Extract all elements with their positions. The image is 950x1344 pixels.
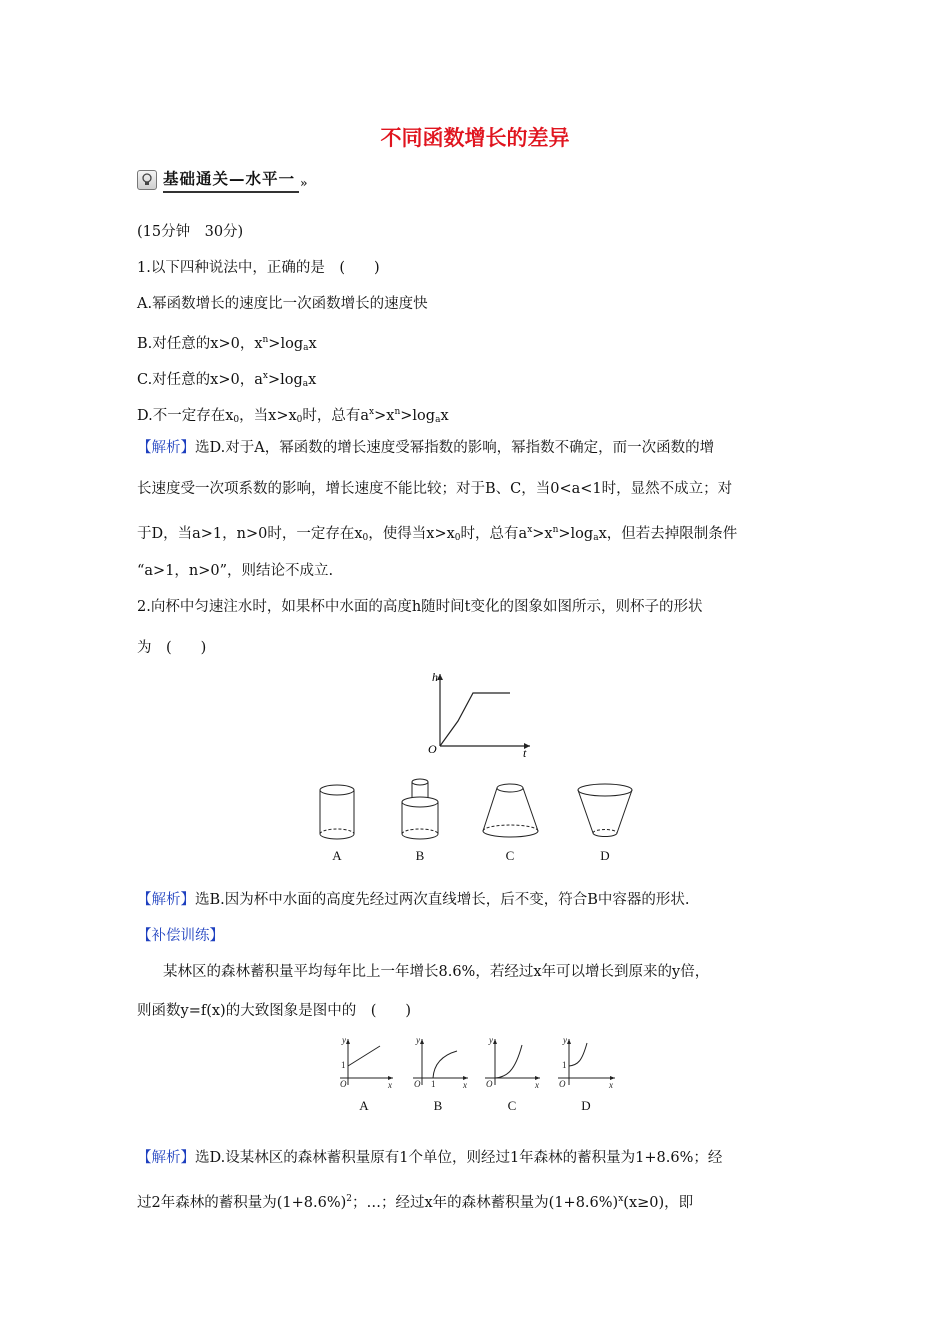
graph-label-c: C — [507, 1098, 517, 1113]
q1-analysis-line4: “a>1，n>0”，则结论不成立. — [137, 563, 334, 579]
svg-text:y: y — [489, 1035, 493, 1045]
q1-option-d: D.不一定存在$x_0$，当$x>x_0$时，总有$a^x>x^n>\log_ax$ — [137, 407, 449, 425]
cup-a-cylinder — [320, 785, 354, 839]
lightbulb-icon — [137, 170, 157, 190]
svg-text:1: 1 — [562, 1060, 567, 1070]
svg-text:x: x — [535, 1080, 539, 1090]
svg-text:O: O — [340, 1079, 347, 1089]
cup-c-frustum — [483, 784, 538, 837]
q2-analysis: 【解析】选B.因为杯中水面的高度先经过两次直线增长，后不变，符合B中容器的形状. — [137, 892, 690, 908]
q2-stem-line2: 为 ( ) — [137, 640, 207, 656]
extra-analysis-line1: 【解析】选D.设某林区的森林蓄积量原有1个单位，则经过1年森林的蓄积量为1+8.6%；经 — [137, 1150, 723, 1166]
graph-label-d: D — [581, 1098, 591, 1113]
extra-analysis-line2: 过2年森林的蓄积量为$(1+8.6\%)^2$；…；经过x年的森林蓄积量为$(1+8.6\%)^x(x\ge 0)$，即 — [137, 1194, 694, 1211]
svg-text:x: x — [609, 1080, 613, 1090]
page-title: 不同函数增长的差异 — [380, 126, 570, 150]
graph-b — [413, 1035, 468, 1090]
analysis-tag: 【解析】 — [137, 440, 195, 456]
svg-text:x: x — [388, 1080, 392, 1090]
graph-x-label: t — [523, 746, 527, 758]
extra-stem-line2: 则函数y=f(x)的大致图象是图中的 ( ) — [137, 1003, 412, 1019]
svg-text:O: O — [414, 1079, 421, 1089]
time-note: (15分钟 30分) — [137, 224, 244, 240]
q1-option-b: B.对任意的x>0，$x^n>\log_ax$ — [137, 335, 317, 353]
q2-stem-line1: 2.向杯中匀速注水时，如果杯中水面的高度h随时间t变化的图象如图所示，则杯子的形状 — [137, 599, 703, 615]
extra-stem-line1: 某林区的森林蓄积量平均每年比上一年增长8.6%，若经过x年可以增长到原来的y倍， — [163, 964, 710, 980]
section-header — [137, 168, 308, 192]
q1-option-c: C.对任意的x>0，$a^x>\log_ax$ — [137, 371, 317, 389]
svg-text:y: y — [416, 1035, 420, 1045]
h-t-graph — [420, 668, 535, 758]
svg-text:1: 1 — [341, 1060, 346, 1070]
cup-label-d: D — [600, 848, 610, 863]
graph-label-a: A — [359, 1098, 369, 1113]
graph-c — [485, 1035, 540, 1090]
section-label: 基础通关—水平一 — [163, 167, 299, 193]
extra-training-tag: 【补偿训练】 — [137, 928, 224, 944]
q1-analysis-line3: 于D，当a>1，n>0时，一定存在$x_0$，使得当$x>x_0$时，总有$a^x>x^n>\log_ax$，但若去掉限制条件 — [137, 525, 738, 543]
q1-analysis-line2: 长速度受一次项系数的影响，增长速度不能比较；对于B、C，当0<a<1时，显然不成立；对 — [137, 481, 733, 497]
q1-analysis-line1: 【解析】选D.对于A，幂函数的增长速度受幂指数的影响，幂指数不确定，而一次函数的增 — [137, 440, 715, 456]
graph-d — [558, 1035, 615, 1090]
cup-d-frustum — [578, 784, 632, 837]
svg-text:O: O — [559, 1079, 566, 1089]
section-arrow: » — [300, 176, 308, 190]
svg-text:y: y — [342, 1035, 346, 1045]
graph-origin: O — [428, 742, 437, 756]
graph-label-b: B — [433, 1098, 443, 1113]
cup-label-c: C — [505, 848, 515, 863]
svg-text:y: y — [563, 1035, 567, 1045]
cup-label-b: B — [415, 848, 425, 863]
graph-y-label: h — [432, 670, 438, 684]
svg-text:1: 1 — [431, 1079, 436, 1089]
q1-stem: 1.以下四种说法中，正确的是 ( ) — [137, 260, 380, 276]
svg-text:O: O — [486, 1079, 493, 1089]
cup-options-figure — [305, 778, 650, 848]
svg-text:x: x — [463, 1080, 467, 1090]
cup-label-a: A — [332, 848, 342, 863]
extra-graph-options — [335, 1035, 620, 1090]
cup-b-bottle — [402, 779, 438, 839]
q1-option-a: A.幂函数增长的速度比一次函数增长的速度快 — [137, 296, 428, 312]
graph-a — [340, 1035, 393, 1090]
